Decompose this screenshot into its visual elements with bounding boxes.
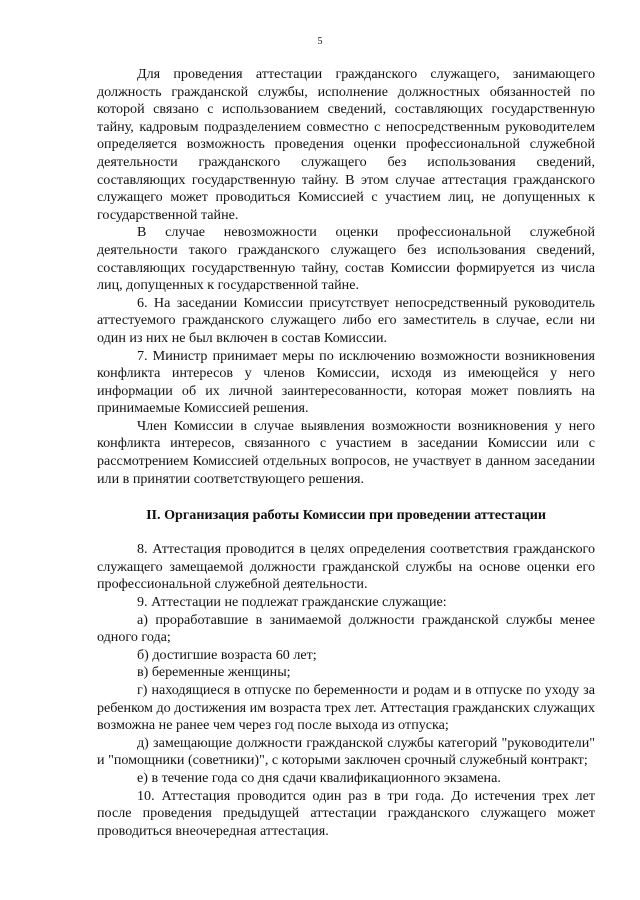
paragraph-item-9: 9. Аттестации не подлежат гражданские служащие: — [137, 594, 447, 611]
paragraph-state-secret-attestation: Для проведения аттестации гражданского служащего, занимающего должность гражданской службы, исполнение должностных обязанностей по которой связано с использованием сведений, составляющих государственную тайну, кадровым подразделением совместно с непосредственным руководителем определяется возможность проведения оценки профессиональной служебной деятельности гражданского служащего без использования сведений, составляющих государственную тайну. В этом случае аттестация гражданского служащего может проводиться Комиссией с участием лиц, не допущенных к государственной тайне. — [97, 66, 595, 223]
list-item-d: д) замещающие должности гражданской службы категорий "руководители" и "помощники (советники)", с которыми заключен срочный служебный контракт; — [97, 734, 595, 769]
paragraph-item-7: 7. Министр принимает меры по исключению возможности возникновения конфликта интересов у членов Комиссии, исходя из имеющейся у него информации об их личной заинтересованности, которая может повлиять на принимаемые Комиссией решения. — [97, 347, 595, 417]
document-body — [97, 66, 595, 840]
list-item-g: г) находящиеся в отпуске по беременности и родам и в отпуске по уходу за ребенком до достижения им возраста трех лет. Аттестация гражданских служащих возможна не ранее чем через год после выхода из отпуска; — [97, 682, 595, 734]
paragraph-commission-composition: В случае невозможности оценки профессиональной служебной деятельности такого гражданского служащего без использования сведений, составляющих государственную тайну, состав Комиссии формируется из числа лиц, допущенных к государственной тайне. — [97, 224, 595, 294]
paragraph-item-6: 6. На заседании Комиссии присутствует непосредственный руководитель аттестуемого гражданского служащего либо его заместитель в случае, если ни один из них не был включен в состав Комиссии. — [97, 294, 595, 346]
list-item-b: б) достигшие возраста 60 лет; — [137, 646, 317, 663]
list-item-e: е) в течение года со дня сдачи квалификационного экзамена. — [137, 769, 501, 786]
section-title: II. Организация работы Комиссии при проведении аттестации — [146, 507, 546, 524]
paragraph-item-8: 8. Аттестация проводится в целях определения соответствия гражданского служащего замещаемой должности гражданской службы на основе оценки его профессиональной служебной деятельности. — [97, 541, 595, 593]
list-item-v: в) беременные женщины; — [137, 664, 291, 681]
list-item-a: а) проработавшие в занимаемой должности гражданской службы менее одного года; — [97, 611, 595, 646]
paragraph-conflict-of-interest: Член Комиссии в случае выявления возможности возникновения у него конфликта интересов, связанного с участием в заседании Комиссии или с рассмотрением Комиссией отдельных вопросов, не участвует в данном заседании или в принятии соответствующего решения. — [97, 417, 595, 487]
page-number: 5 — [317, 36, 323, 47]
paragraph-item-10: 10. Аттестация проводится один раз в три года. До истечения трех лет после проведения предыдущей аттестации гражданского служащего может проводиться внеочередная аттестация. — [97, 787, 595, 839]
